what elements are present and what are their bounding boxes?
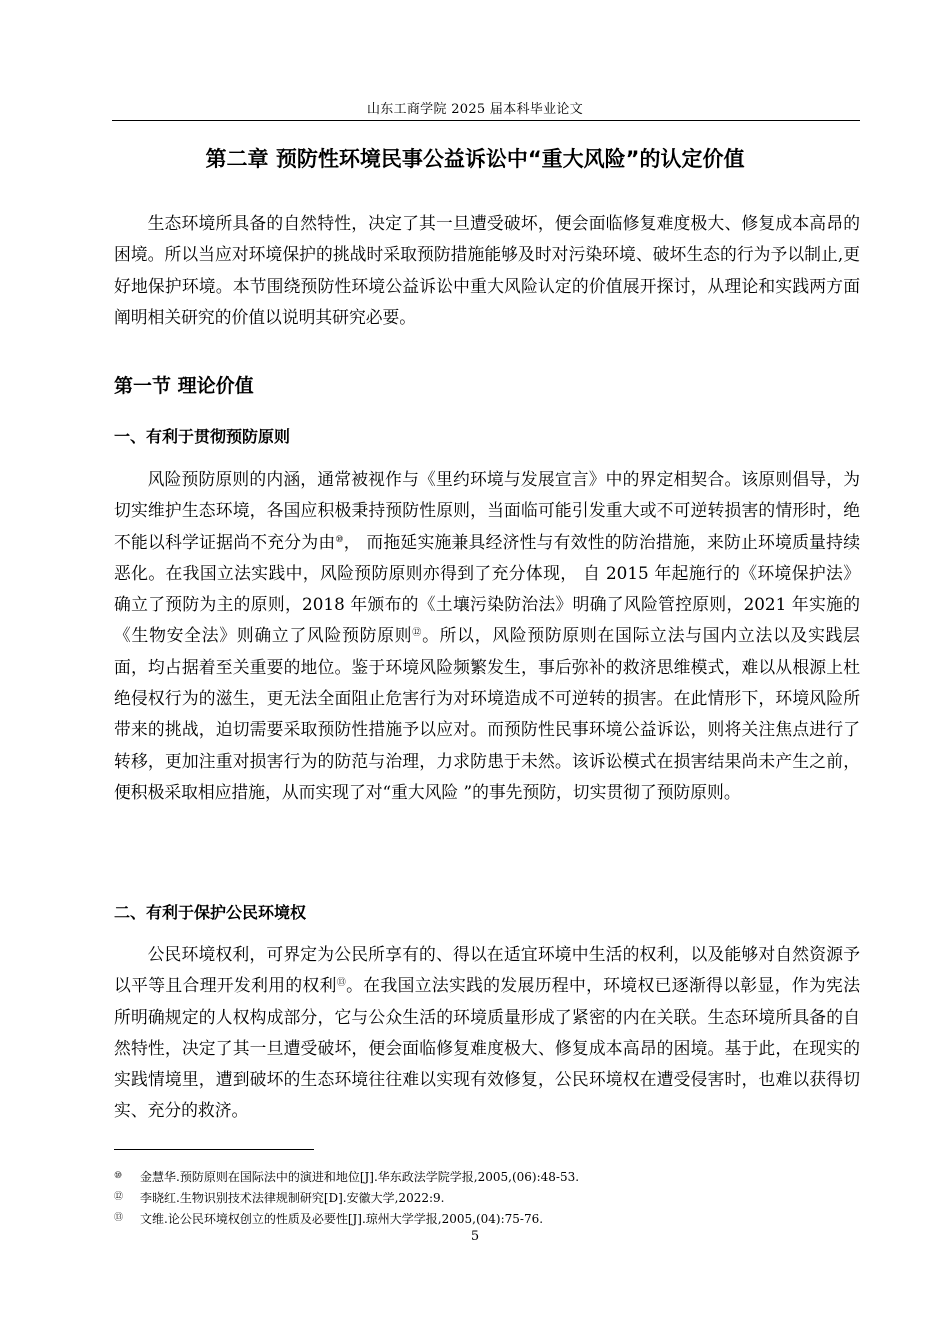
footnote-reference[interactable]: ⑫ [412, 628, 423, 639]
header-divider [112, 120, 860, 121]
footnote-reference[interactable]: ⑩ [335, 534, 344, 545]
subsection-1-paragraph [114, 464, 860, 808]
paragraph-text: 。所以，风险预防原则在国际立法与国内立法以及实践层面，均占据着至关重要的地位。鉴于环境风险频繁发生，事后弥补的救济思维模式，难以从根源上杜绝侵权行为的滋生，更无法全面阻止危害行为对环境造成不可逆转的损害。在此情形下，环境风险所带来的挑战，迫切需要采取预防性措施予以应对。而预防性民事环境公益诉讼，则将关注焦点进行了转移，更加注重对损害行为的防范与治理，力求防患于未然。该诉讼模式在损害结果尚未产生之前，便积极采取相应措施，从而实现了对“重大风险 ”的事先预防，切实贯彻了预防原则。 [114, 625, 860, 802]
running-header: 山东工商学院 2025 届本科毕业论文 [366, 102, 584, 117]
footnote-text: 文维.论公民环境权创立的性质及必要性[J].琼州大学学报,2005,(04):75-76. [140, 1212, 544, 1226]
footnote-mark: ⑫ [114, 1192, 124, 1202]
paragraph-text: 。在我国立法实践的发展历程中，环境权已逐渐得以彰显，作为宪法所明确规定的人权构成部分，它与公众生活的环境质量形成了紧密的内在关联。生态环境所具备的自然特性，决定了其一旦遭受破坏，便会面临修复难度极大、修复成本高昂的困境。基于此，在现实的实践情境里，遭到破坏的生态环境往往难以实现有效修复，公民环境权在遭受侵害时，也难以获得切实、充分的救济。 [114, 975, 860, 1121]
footnotes [114, 1166, 860, 1229]
chapter-title: 第二章 预防性环境民事公益诉讼中“重大风险”的认定价值 [205, 147, 745, 171]
footnote-divider [114, 1149, 314, 1150]
paragraph-text: 风险预防原则的内涵，通常被视作与《里约环境与发展宣言》中的界定相契合。该原则倡导，为切实维护生态环境，各国应积极秉持预防性原则，当面临可能引发重大或不可逆转损害的情形时，绝不能以科学证据尚不充分为由 [114, 469, 860, 552]
paragraph-text: 公民环境权利，可界定为公民所享有的、得以在适宜环境中生活的权利，以及能够对自然资源予以平等且合理开发利用的权利 [114, 944, 860, 996]
paragraph-text: ， 而拖延实施兼具经济性与有效性的防治措施，来防止环境质量持续恶化。在我国立法实践中，风险预防原则亦得到了充分体现， 自 2015 年起施行的《环境保护法》确立了预防为主的原则，2018 年颁布的《土壤污染防治法》明确了风险管控原则，2021 年实施的《生物安全法》则确立了风险预防原则 [114, 531, 860, 646]
footnote-item [114, 1166, 860, 1187]
footnote-reference[interactable]: ⑬ [336, 978, 347, 989]
footnote-text: 李晓红.生物识别技术法律规制研究[D].安徽大学,2022:9. [140, 1191, 445, 1205]
subsection-2-paragraph [114, 939, 860, 1127]
subsection-title-1: 一、有利于贯彻预防原则 [114, 427, 291, 446]
section-title: 第一节 理论价值 [114, 375, 254, 397]
page-number: 5 [470, 1229, 480, 1244]
chapter-intro-paragraph: 生态环境所具备的自然特性，决定了其一旦遭受破坏，便会面临修复难度极大、修复成本高昂的困境。所以当应对环境保护的挑战时采取预防措施能够及时对污染环境、破坏生态的行为予以制止,更好地保护环境。本节围绕预防性环境公益诉讼中重大风险认定的价值展开探讨，从理论和实践两方面阐明相关研究的价值以说明其研究必要。 [114, 213, 860, 327]
footnote-mark: ⑩ [114, 1171, 123, 1181]
subsection-title-2: 二、有利于保护公民环境权 [114, 903, 307, 922]
footnote-item [114, 1208, 860, 1229]
footnote-text: 金慧华.预防原则在国际法中的演进和地位[J].华东政法学院学报,2005,(06):48-53. [140, 1170, 580, 1184]
footnote-mark: ⑬ [114, 1213, 124, 1223]
footnote-item [114, 1187, 860, 1208]
